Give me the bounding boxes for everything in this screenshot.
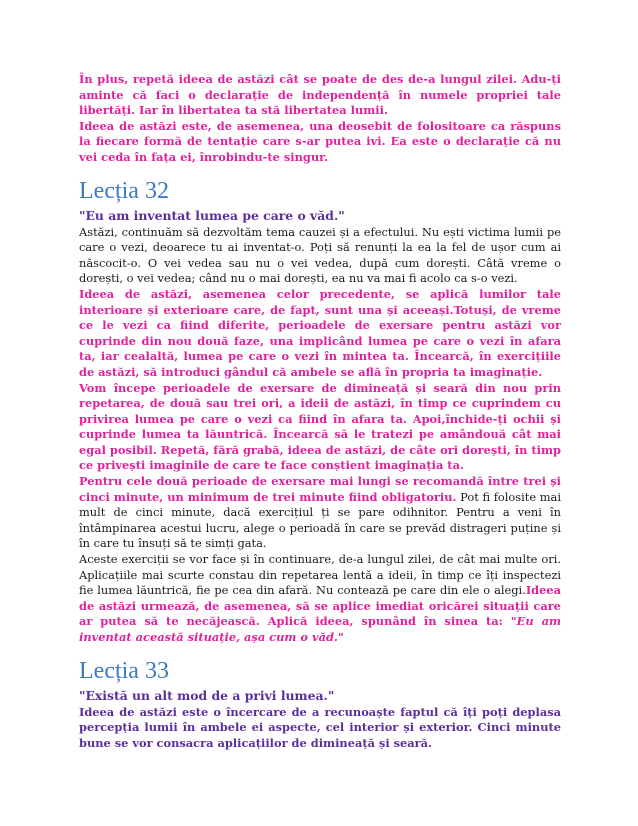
lesson-32-paragraph-4-regular: Pot fi folosite mai mult de cinci minute, dacă exercițiul ți se pare odihnitor. Pentru a veni în întâmpinarea acestui lucru, alege o perioadă în care se prevăd distrageri puține și în care tu însuți să te simți gata.: [79, 489, 561, 551]
lesson-32-paragraph-3: Vom începe perioadele de exersare de dimineață și seară din nou prin repetarea, de două sau trei ori, a ideii de astăzi, în timp ce cuprindem cu privirea lumea pe care o vezi ca fiind în afara ta. Apoi,închide-ți ochii și cuprinde lumea ta lăuntrică. Încearcă să le tratezi pe amândouă cât mai egal posibil. Repetă, fără grabă, ideea de astăzi, de câte ori dorești, în timp ce privești imaginile de care te face conștient imaginația ta.: [79, 380, 561, 473]
lesson-33-quote: "Există un alt mod de a privi lumea.": [79, 687, 335, 703]
lesson-32-paragraph-5-italic: "Eu am inventat această situație, așa cum o văd.": [79, 614, 561, 644]
lesson-32-paragraph-2: Ideea de astăzi, asemenea celor precedente, se aplică lumilor tale interioare și exterioare care, de fapt, sunt una și aceeași.Totuși, de vreme ce le vezi ca fiind diferite, perioadele de exersare pentru astăzi vor cuprinde din nou două faze, una implicând lumea pe care o vezi în afara ta, iar cealaltă, lumea pe care o vezi în mintea ta. Încearcă, în exercițiile de astăzi, să introduci gândul că ambele se află în propria ta imaginație.: [79, 286, 561, 379]
lesson-32-paragraph-5-bold: Ideea de astăzi urmează, de asemenea, să se aplice imediat oricărei situații care ar putea să te necăjească. Aplică ideea, spunând în sinea ta:: [79, 583, 561, 629]
lesson-32-paragraph-5: [79, 552, 561, 646]
lesson-32-quote: "Eu am inventat lumea pe care o văd.": [79, 207, 345, 223]
lesson-33-title: Lecția 33: [79, 657, 169, 684]
lesson-32-title: Lecția 32: [79, 177, 169, 204]
intro-paragraph-1: În plus, repetă ideea de astăzi cât se poate de des de-a lungul zilei. Adu-ți aminte că faci o declarație de independență în numele propriei tale libertăți. Iar în libertatea ta stă libertatea lumii.: [79, 72, 561, 118]
lesson-32-paragraph-5-regular: Aceste exerciții se vor face și în continuare, de-a lungul zilei, de cât mai multe ori. Aplicațiile mai scurte constau din repetarea lentă a ideii, în timp ce îți inspectezi fie lumea lăuntrică, fie pe cea din afară. Nu contează pe care din ele o alegi.: [79, 552, 561, 598]
lesson-33-paragraph-1: Ideea de astăzi este o încercare de a recunoaște faptul că îți poți deplasa percepția lumii în ambele ei aspecte, cel interior și exterior. Cinci minute bune se vor consacra aplicațiilor de dimineață și seară.: [79, 704, 561, 750]
lesson-32-paragraph-4: [79, 474, 561, 552]
lesson-32-paragraph-4-bold: Pentru cele două perioade de exersare mai lungi se recomandă între trei și cinci minute, un minimum de trei minute fiind obligatoriu.: [79, 474, 561, 504]
lesson-32-paragraph-1: Astăzi, continuăm să dezvoltăm tema cauzei și a efectului. Nu ești victima lumii pe care o vezi, deoarece tu ai inventat-o. Poți să renunți la ea la fel de ușor cum ai născocit-o. O vei vedea sau nu o vei vedea, după cum dorești. Câtă vreme o dorești, o vei vedea; când nu o mai dorești, ea nu va mai fi acolo ca s-o vezi.: [79, 224, 561, 286]
intro-paragraph-2: Ideea de astăzi este, de asemenea, una deosebit de folositoare ca răspuns la fiecare formă de tentație care s-ar putea ivi. Ea este o declarație că nu vei ceda în fața ei, înrobindu-te singur.: [79, 118, 561, 164]
document-page: [79, 72, 561, 751]
